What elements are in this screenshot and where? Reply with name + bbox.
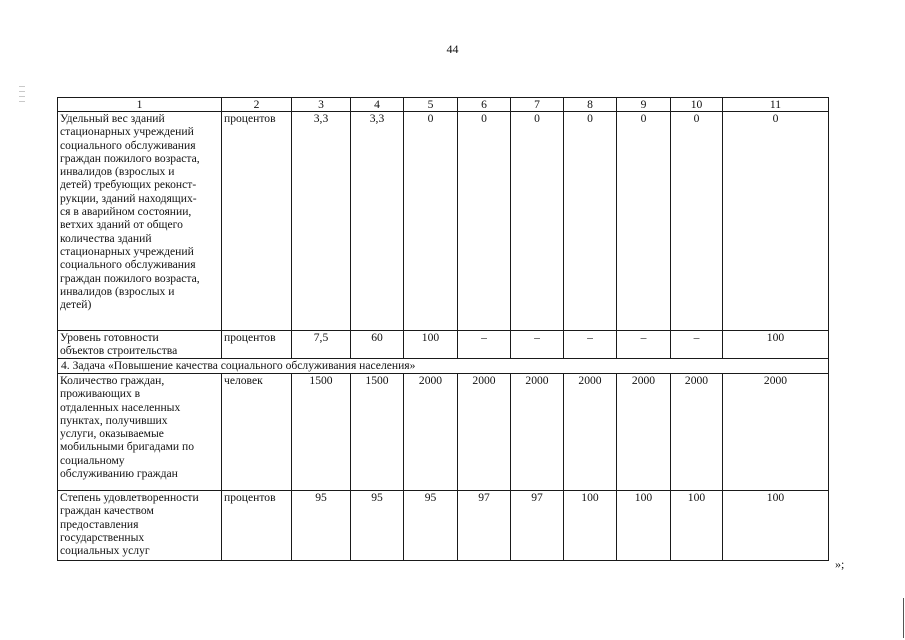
unit-cell: человек bbox=[222, 374, 292, 491]
indicator-name-line: инвалидов (взрослых и bbox=[60, 284, 175, 298]
value-cell: 100 bbox=[617, 491, 671, 561]
indicator-name-line: объектов строительства bbox=[60, 344, 178, 358]
header-cell: 9 bbox=[617, 98, 671, 112]
value-cell: – bbox=[617, 331, 671, 359]
header-cell: 10 bbox=[671, 98, 723, 112]
header-cell: 5 bbox=[404, 98, 458, 112]
indicator-name-line: социальному bbox=[60, 453, 125, 467]
value-cell: 1500 bbox=[292, 374, 351, 491]
indicator-name-line: граждан пожилого возраста, bbox=[60, 271, 200, 285]
indicator-name-cell bbox=[58, 491, 222, 561]
unit-cell: процентов bbox=[222, 491, 292, 561]
table-row bbox=[58, 331, 829, 359]
page-number: 44 bbox=[446, 42, 459, 56]
header-cell: 6 bbox=[458, 98, 511, 112]
value-cell: – bbox=[671, 331, 723, 359]
indicator-name-line: граждан качеством bbox=[60, 504, 154, 518]
value-cell: – bbox=[511, 331, 564, 359]
indicators-table bbox=[57, 97, 829, 561]
indicator-name-line: обслуживанию граждан bbox=[60, 467, 178, 481]
value-cell: 95 bbox=[292, 491, 351, 561]
indicator-name-cell bbox=[58, 374, 222, 491]
table-header-row bbox=[58, 98, 829, 112]
value-cell: – bbox=[458, 331, 511, 359]
value-cell: 2000 bbox=[511, 374, 564, 491]
value-cell: 2000 bbox=[671, 374, 723, 491]
value-cell: 100 bbox=[404, 331, 458, 359]
unit-cell: процентов bbox=[222, 331, 292, 359]
indicator-name-line: детей) bbox=[60, 298, 92, 312]
value-cell: 100 bbox=[723, 491, 829, 561]
indicator-name-line: проживающих в bbox=[60, 387, 141, 401]
value-cell: 3,3 bbox=[351, 112, 404, 331]
value-cell: 2000 bbox=[458, 374, 511, 491]
indicator-name-line: мобильными бригадами по bbox=[60, 440, 195, 454]
value-cell: 3,3 bbox=[292, 112, 351, 331]
indicator-name-line: предоставления bbox=[60, 517, 139, 531]
value-cell: 2000 bbox=[617, 374, 671, 491]
value-cell: 97 bbox=[458, 491, 511, 561]
indicator-name-line: стационарных учреждений bbox=[60, 125, 194, 139]
section-heading: 4. Задача «Повышение качества социального обслуживания населения» bbox=[58, 359, 829, 374]
section-heading-row bbox=[58, 359, 829, 374]
indicator-name-line: граждан пожилого возраста, bbox=[60, 151, 200, 165]
indicator-name-line: стационарных учреждений bbox=[60, 244, 194, 258]
indicator-name-cell bbox=[58, 331, 222, 359]
indicator-name-line: ветхих зданий от общего bbox=[60, 218, 183, 232]
indicator-name-line: социального обслуживания bbox=[60, 258, 196, 272]
indicator-name-line: социальных услуг bbox=[60, 544, 150, 558]
value-cell: 0 bbox=[617, 112, 671, 331]
value-cell: 2000 bbox=[404, 374, 458, 491]
table-row bbox=[58, 112, 829, 331]
value-cell: – bbox=[564, 331, 617, 359]
indicator-name-line: отдаленных населенных bbox=[60, 400, 181, 414]
indicator-name-line: инвалидов (взрослых и bbox=[60, 165, 175, 179]
indicator-name-line: детей) требующих реконст- bbox=[60, 178, 197, 192]
header-cell: 8 bbox=[564, 98, 617, 112]
table-row bbox=[58, 374, 829, 491]
header-cell: 7 bbox=[511, 98, 564, 112]
indicator-name-line: количества зданий bbox=[60, 231, 152, 245]
indicator-name-line: рукции, зданий находящих- bbox=[60, 191, 197, 205]
unit-cell: процентов bbox=[222, 112, 292, 331]
value-cell: 1500 bbox=[351, 374, 404, 491]
indicator-name-line: услуги, оказываемые bbox=[60, 427, 164, 441]
value-cell: 2000 bbox=[723, 374, 829, 491]
margin-stamp-mark bbox=[19, 86, 27, 118]
indicator-name-line: ся в аварийном состоянии, bbox=[60, 205, 192, 219]
value-cell: 97 bbox=[511, 491, 564, 561]
scan-edge-line bbox=[903, 598, 904, 638]
header-cell: 3 bbox=[292, 98, 351, 112]
header-cell: 2 bbox=[222, 98, 292, 112]
indicator-name-cell bbox=[58, 112, 222, 331]
value-cell: 7,5 bbox=[292, 331, 351, 359]
indicator-name-line: Количество граждан, bbox=[60, 374, 165, 387]
header-cell: 4 bbox=[351, 98, 404, 112]
indicator-name-line: социального обслуживания bbox=[60, 138, 196, 152]
closing-quote-mark: »; bbox=[835, 557, 845, 571]
table-row bbox=[58, 491, 829, 561]
value-cell: 100 bbox=[671, 491, 723, 561]
value-cell: 0 bbox=[564, 112, 617, 331]
value-cell: 0 bbox=[723, 112, 829, 331]
value-cell: 0 bbox=[671, 112, 723, 331]
value-cell: 60 bbox=[351, 331, 404, 359]
value-cell: 100 bbox=[564, 491, 617, 561]
value-cell: 0 bbox=[511, 112, 564, 331]
value-cell: 0 bbox=[404, 112, 458, 331]
indicator-name-line: Степень удовлетворенности bbox=[60, 491, 199, 504]
indicator-name-line: государственных bbox=[60, 530, 145, 544]
value-cell: 100 bbox=[723, 331, 829, 359]
value-cell: 0 bbox=[458, 112, 511, 331]
header-cell: 11 bbox=[723, 98, 829, 112]
indicator-name-line: пунктах, получивших bbox=[60, 413, 168, 427]
value-cell: 2000 bbox=[564, 374, 617, 491]
value-cell: 95 bbox=[404, 491, 458, 561]
value-cell: 95 bbox=[351, 491, 404, 561]
indicator-name-line: Удельный вес зданий bbox=[60, 112, 165, 125]
header-cell: 1 bbox=[58, 98, 222, 112]
indicator-name-line: Уровень готовности bbox=[60, 331, 159, 344]
